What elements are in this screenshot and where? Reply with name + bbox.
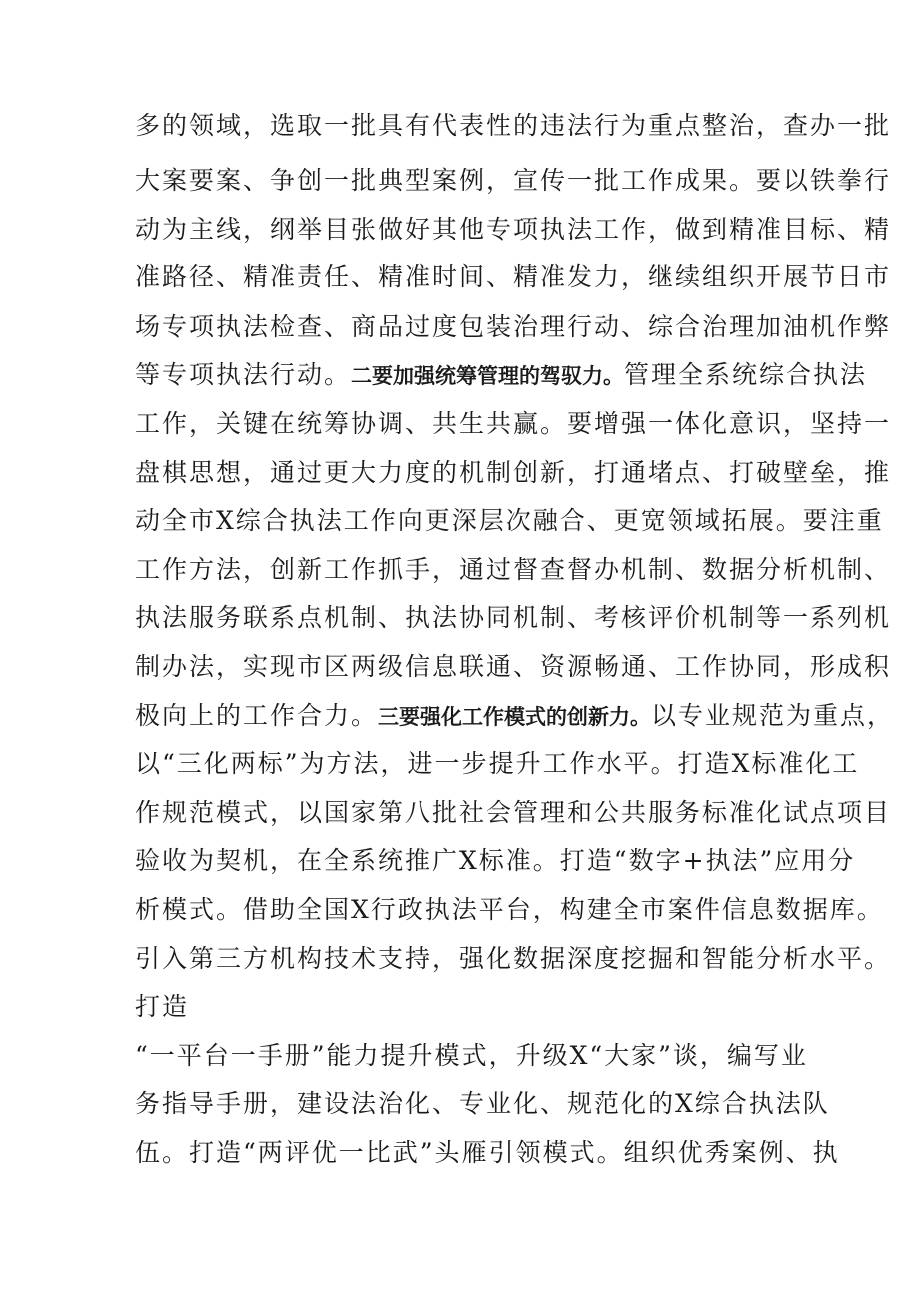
text-line: 动全市X综合执法工作向更深层次融合、更宽领域拓展。要注重: [135, 506, 884, 535]
text-segment: 以专业规范为重点，: [651, 701, 895, 730]
text-line: 伍。打造“两评优一比武”头雁引领模式。组织优秀案例、执: [135, 1138, 840, 1167]
text-line: 大案要案、争创一批典型案例，宣传一批工作成果。要以铁拳行: [135, 166, 892, 195]
text-line: 盘棋思想，通过更大力度的机制创新，打通堵点、打破壁垒，推: [135, 458, 892, 487]
text-line: 场专项执法检查、商品过度包装治理行动、综合治理加油机作弊: [135, 312, 892, 341]
text-segment: 管理全系统综合执法: [624, 360, 868, 389]
text-line: 工作，关键在统筹协调、共生共赢。要增强一体化意识，坚持一: [135, 409, 892, 438]
text-line: 动为主线，纲举目张做好其他专项执法工作，做到精准目标、精: [135, 215, 892, 244]
text-line: 析模式。借助全国X行政执法平台，构建全市案件信息数据库。: [135, 895, 884, 924]
text-line: 验收为契机，在全系统推广X标准。打造“数字+执法”应用分: [135, 846, 856, 875]
section-heading-2: 二要加强统筹管理的驾驭力。: [351, 364, 625, 388]
text-line: 引入第三方机构技术支持，强化数据深度挖掘和智能分析水平。: [135, 944, 892, 973]
text-line: “一平台一手册”能力提升模式，升级X“大家”谈，编写业: [135, 1041, 808, 1070]
text-line: 工作方法，创新工作抓手，通过督查督办机制、数据分析机制、: [135, 555, 892, 584]
text-segment: 极向上的工作合力。: [135, 701, 379, 730]
section-heading-3: 三要强化工作模式的创新力。: [378, 705, 652, 729]
text-line: 准路径、精准责任、精准时间、精准发力，继续组织开展节日市: [135, 262, 892, 291]
text-segment: 等专项执法行动。: [135, 360, 352, 389]
text-line: 执法服务联系点机制、执法协同机制、考核评价机制等一系列机: [135, 603, 892, 632]
text-line-with-heading: [135, 360, 867, 390]
text-line: 多的领域，选取一批具有代表性的违法行为重点整治，查办一批: [135, 111, 892, 140]
text-line: 作规范模式，以国家第八批社会管理和公共服务标准化试点项目: [135, 798, 892, 827]
text-line: 以“三化两标”为方法，进一步提升工作水平。打造X标准化工: [135, 749, 860, 778]
text-line: 打造: [135, 992, 190, 1021]
text-line: 制办法，实现市区两级信息联通、资源畅通、工作协同，形成积: [135, 652, 892, 681]
text-line: 务指导手册，建设法治化、专业化、规范化的X综合执法队: [135, 1089, 830, 1118]
text-line-with-heading: [135, 701, 894, 731]
